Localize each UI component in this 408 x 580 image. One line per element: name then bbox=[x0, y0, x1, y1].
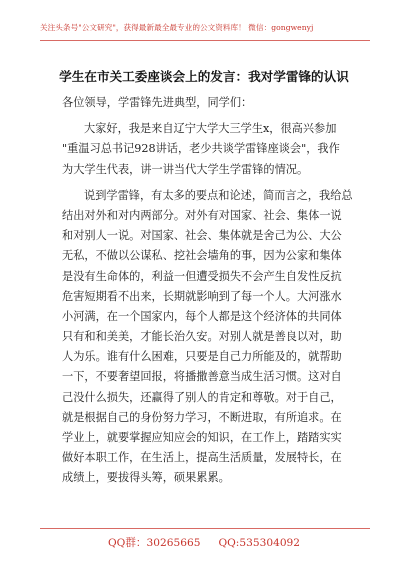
text-line: 和对别人一说。对国家、社会、集体就是舍己为公、大公 bbox=[62, 229, 342, 243]
text-line: 只有和和美美，才能长治久安。对别人就是善良以对，助 bbox=[62, 330, 342, 344]
text-line: 说到学雷锋，有太多的要点和论述，简而言之，我给总 bbox=[84, 188, 353, 202]
text-line: 就是根据自己的身份努力学习，不断进取，有所追求。在 bbox=[62, 410, 342, 424]
salutation: 各位领导，学雷锋先进典型，同学们： bbox=[62, 96, 253, 109]
text-line: 危害短期看不出来，长期就影响到了每一个人。大河涨水 bbox=[62, 289, 342, 303]
text-line: 做好本职工作，在生活上，提高生活质量，发展特长，在 bbox=[62, 451, 342, 465]
text-line: 人为乐。谁有什么困难，只要是自己力所能及的，就帮助 bbox=[62, 350, 342, 364]
text-line: 大家好，我是来自辽宁大学大三学生x，很高兴参加 bbox=[84, 122, 337, 136]
qq-number-text: QQ:535304092 bbox=[218, 537, 301, 549]
document-body bbox=[62, 93, 353, 489]
text-line: 结出对外和对内两部分。对外有对国家、社会、集体一说 bbox=[62, 208, 342, 222]
text-line: 一下，不要奢望回报，将播撒善意当成生活习惯。这对自 bbox=[62, 370, 342, 384]
text-line: 成绩上，要拔得头筹，硕果累累。 bbox=[62, 471, 230, 485]
footer-divider bbox=[40, 528, 370, 529]
text-line: 小河满，在一个国家内，每个人都是这个经济体的共同体 bbox=[62, 309, 342, 323]
text-line: 己没什么损失，还赢得了别人的肯定和尊敬。对于自己， bbox=[62, 390, 342, 404]
document-title: 学生在市关工委座谈会上的发言：我对学雷锋的认识 bbox=[59, 69, 349, 84]
paragraph-2 bbox=[62, 186, 353, 489]
footer-contact bbox=[0, 535, 408, 550]
header-ad-text: 关注头条号"公文研究"，获得最新最全最专业的公文资料库！ 微信：gongwenyj bbox=[40, 23, 314, 32]
text-line: 无私，不做以公谋私、挖社会墙角的事，因为公家和集体 bbox=[62, 249, 342, 263]
qq-group-text: QQ群：30265665 bbox=[107, 537, 201, 549]
paragraph-1 bbox=[62, 119, 348, 180]
text-line: "重温习总书记928讲话，老少共谈学雷锋座谈会"，我作 bbox=[62, 142, 340, 156]
text-line: 学业上，就要掌握应知应会的知识，在工作上，踏踏实实 bbox=[62, 431, 342, 444]
header-divider bbox=[40, 40, 370, 41]
text-line: 是没有生命体的，利益一但遭受损失不会产生自发性反抗 bbox=[62, 269, 342, 283]
text-line: 为大学生代表，讲一讲当代大学生学雷锋的情况。 bbox=[62, 162, 309, 176]
